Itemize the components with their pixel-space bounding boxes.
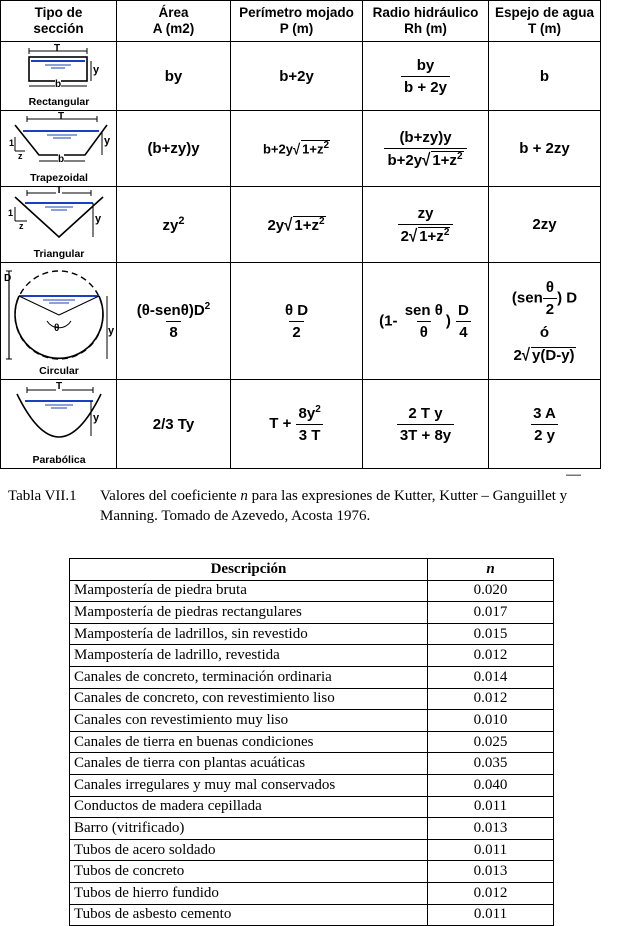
manning-n-value: 0.025 [428, 731, 554, 753]
hydraulic-elements-table [0, 0, 601, 469]
circ-tw-fraction [543, 279, 557, 318]
manning-n-value: 0.014 [428, 666, 554, 688]
circ-tw-b: ) D [557, 288, 578, 306]
table-row [70, 645, 554, 667]
material-description: Mampostería de ladrillos, sin revestido [70, 623, 428, 645]
triangular-area: $zy^2$ [117, 187, 231, 263]
circ-perimeter-den: 2 [289, 321, 303, 341]
header-area [117, 1, 231, 42]
parabolic-area: 2/3 Ty [117, 380, 231, 469]
material-description: Tubos de asbesto cemento [70, 904, 428, 926]
header-line: Rh (m) [404, 21, 447, 36]
circ-tw-num: θ [545, 278, 554, 296]
circ-radius-inner-den: θ [417, 321, 431, 341]
para-tw-den: 2 y [531, 424, 558, 444]
header-line: Espejo de agua [494, 5, 595, 20]
caption-text-a: Valores del coeficiente [100, 488, 241, 504]
trapezoidal-radius-fraction [384, 129, 466, 169]
para-y-label: y [93, 412, 100, 424]
table-row [70, 666, 554, 688]
parabolic-radius [363, 380, 489, 469]
manning-coefficient-table [69, 558, 554, 926]
circular-section-diagram [1, 263, 117, 379]
tri-radius-den-root-text: 1+z [419, 227, 444, 245]
trap-radius-num: (b+zy)y [399, 128, 452, 146]
rectangular-radius [363, 42, 489, 111]
manning-header-description: Descripción [70, 559, 428, 581]
material-description: Mampostería de piedra bruta [70, 580, 428, 602]
tri-y-label: y [95, 213, 102, 225]
para-perimeter-pre: T + [269, 414, 292, 432]
circ-radius-a: (1- [379, 311, 398, 329]
circ-area-den: 8 [166, 321, 180, 341]
material-description: Barro (vitrificado) [70, 818, 428, 840]
manning-n-value: 0.040 [428, 774, 554, 796]
circ-tw-a: (sen [511, 288, 543, 306]
table-row [70, 753, 554, 775]
tri-radius-num: zy [417, 204, 434, 222]
para-perimeter-den: 3 T [296, 424, 324, 444]
sqrt-sign: √ [422, 150, 431, 170]
manning-n-value: 0.017 [428, 602, 554, 624]
para-perimeter-fraction [296, 404, 324, 444]
geo-header-row [1, 1, 601, 42]
header-top-width [489, 1, 601, 42]
rectangular-figure-cell [1, 42, 117, 111]
parabolic-figure-cell [1, 380, 117, 469]
manning-header-row [70, 559, 554, 581]
rectangular-top-width: b [489, 42, 601, 111]
circ-tw-c-root: y(D-y) [532, 346, 575, 364]
trap-z-label: z [18, 151, 23, 161]
circular-area-fraction [134, 301, 213, 341]
geo-row-trapezoidal [1, 111, 601, 187]
trap-T-label: T [58, 111, 65, 122]
manning-n-value: 0.012 [428, 882, 554, 904]
trapezoidal-figure-cell [1, 111, 117, 187]
circ-radius-inner-fraction [402, 302, 446, 341]
para-radius-fraction [397, 405, 454, 444]
tri-one-label: 1 [8, 208, 14, 218]
trap-radius-den-pre: b+2y [387, 151, 423, 169]
rectangular-label: Rectangular [28, 96, 90, 108]
trap-radius-den [384, 148, 466, 169]
trapezoidal-label: Trapezoidal [30, 172, 88, 184]
geo-row-rectangular [1, 42, 601, 111]
rectangular-radius-num: by [416, 56, 435, 74]
table-row [70, 688, 554, 710]
para-perimeter-num-text: 8y [298, 405, 316, 422]
rectangular-perimeter: b+2y [231, 42, 363, 111]
para-T-label: T [56, 381, 63, 392]
trap-perimeter-root: $1+z^2$ [302, 140, 330, 157]
parabolic-label: Parabólica [32, 454, 86, 466]
caption-text [100, 486, 620, 526]
tri-radius-den-root: $1+z^2$ [419, 226, 450, 245]
material-description: Tubos de acero soldado [70, 839, 428, 861]
tri-z-label: z [19, 221, 24, 231]
geo-row-circular [1, 263, 601, 380]
triangular-figure-cell [1, 187, 117, 263]
table-row [70, 904, 554, 926]
material-description: Canales irregulares y muy mal conservados [70, 774, 428, 796]
header-line: Área [158, 5, 189, 20]
triangular-top-width: 2zy [489, 187, 601, 263]
circ-area-num-text: (θ-senθ)D [136, 302, 205, 319]
parabolic-top-width [489, 380, 601, 469]
rectangular-section-figure [1, 42, 117, 110]
circ-perimeter-num: θ D [284, 301, 309, 319]
table-row [70, 839, 554, 861]
material-description: Tubos de concreto [70, 861, 428, 883]
header-line: Perímetro mojado [239, 5, 354, 20]
tri-radius-den-pre: 2 [400, 227, 409, 245]
tri-perimeter-root: $1+z^2$ [294, 215, 325, 234]
tri-perimeter-root-text: 1+z [294, 216, 319, 234]
triangular-radius [363, 187, 489, 263]
circ-radius-d-fraction [455, 302, 472, 341]
tri-perimeter-pre: 2y [267, 216, 285, 234]
rect-T-label: T [54, 43, 61, 54]
para-tw-fraction [530, 405, 559, 444]
manning-n-value: 0.011 [428, 796, 554, 818]
header-line: Tipo de [34, 5, 83, 20]
circular-perimeter [231, 263, 363, 380]
trap-one-label: 1 [9, 138, 15, 148]
header-line: sección [33, 21, 84, 36]
trapezoidal-top-width: b + 2zy [489, 111, 601, 187]
geo-row-triangular [1, 187, 601, 263]
caption-n: n [240, 488, 248, 504]
triangular-perimeter [231, 187, 363, 263]
manning-n-value: 0.011 [428, 904, 554, 926]
para-radius-den: 3T + 8y [397, 424, 454, 444]
circular-radius [363, 263, 489, 380]
circ-top-width-line1 [489, 279, 600, 318]
circular-figure-cell [1, 263, 117, 380]
circ-tw-or: ó [539, 323, 550, 341]
material-description: Tubos de hierro fundido [70, 882, 428, 904]
circ-area-num: $(\theta-sen\theta)D^2$ [136, 301, 211, 319]
table-row [70, 602, 554, 624]
manning-n-value: 0.013 [428, 861, 554, 883]
trapezoidal-area: (b+zy)y [117, 111, 231, 187]
table-row [70, 796, 554, 818]
trap-radius-den-root: $1+z^2$ [432, 150, 463, 169]
scan-artifact: ▬▬▬ [566, 472, 581, 478]
table-row [70, 580, 554, 602]
material-description: Canales de concreto, con revestimiento liso [70, 688, 428, 710]
parabolic-section-figure [1, 380, 117, 468]
tri-radius-den [398, 224, 454, 245]
table-row [70, 710, 554, 732]
triangular-radius-fraction [398, 205, 454, 245]
circular-top-width [489, 263, 601, 380]
material-description: Mampostería de ladrillo, revestida [70, 645, 428, 667]
trapezoidal-perimeter [231, 111, 363, 187]
rect-y-label: y [93, 64, 100, 76]
circ-D-label: D [4, 273, 12, 284]
manning-n-value: 0.011 [428, 839, 554, 861]
manning-n-value: 0.012 [428, 645, 554, 667]
circ-radius-inner-num: sen θ [404, 301, 443, 319]
circ-y-label: y [108, 325, 115, 337]
circular-label: Circular [39, 365, 79, 377]
header-line: T (m) [528, 21, 561, 36]
rectangular-radius-den: b + 2y [401, 76, 450, 96]
circ-top-width-line3 [489, 347, 600, 364]
manning-n-value: 0.035 [428, 753, 554, 775]
triangular-label: Triangular [33, 248, 85, 260]
manning-n-value: 0.010 [428, 710, 554, 732]
trap-perimeter-root-text: 1+z [302, 141, 324, 157]
header-hydraulic-radius [363, 1, 489, 42]
rect-b-label: b [55, 79, 62, 90]
table-row [70, 731, 554, 753]
material-description: Canales de tierra con plantas acuáticas [70, 753, 428, 775]
table-row [70, 861, 554, 883]
circular-perimeter-fraction [282, 302, 311, 341]
manning-n-value: 0.013 [428, 818, 554, 840]
manning-n-value: 0.015 [428, 623, 554, 645]
manning-table-body [70, 580, 554, 926]
geo-row-parabolic [1, 380, 601, 469]
circ-tw-den: 2 [543, 298, 557, 318]
header-line: A (m2) [152, 21, 195, 36]
circular-section-figure [1, 263, 117, 379]
triangular-section-figure [1, 187, 117, 262]
trap-radius-den-root-text: 1+z [432, 151, 457, 169]
rectangular-area: by [117, 42, 231, 111]
circ-theta-label: θ [54, 323, 60, 334]
material-description: Mampostería de piedras rectangulares [70, 602, 428, 624]
sqrt-sign: √ [408, 226, 418, 246]
sqrt-sign: √ [284, 215, 293, 235]
header-line: P (m) [279, 21, 314, 36]
material-description: Canales de tierra en buenas condiciones [70, 731, 428, 753]
manning-n-value: 0.020 [428, 580, 554, 602]
table-row [70, 774, 554, 796]
trap-perimeter-pre: b+2y [262, 141, 293, 157]
hydraulic-elements-table-wrap [0, 0, 600, 470]
caption-text-b: para las expresiones de Kutter, Kutter – Ganguillet y Manning. Tomado de Azevedo, Acosta 1976. [100, 488, 568, 524]
trapezoidal-radius [363, 111, 489, 187]
manning-header-n: n [428, 559, 554, 581]
para-perimeter-num: $8y^2$ [298, 404, 321, 422]
sqrt-sign: √ [521, 345, 531, 365]
table-row [70, 882, 554, 904]
trap-y-label: y [104, 135, 111, 147]
manning-n-value: 0.012 [428, 688, 554, 710]
material-description: Canales de concreto, terminación ordinaria [70, 666, 428, 688]
sqrt-sign: √ [292, 140, 301, 158]
caption-label: Tabla VII.1 [8, 488, 77, 504]
material-description: Canales con revestimiento muy liso [70, 710, 428, 732]
circ-radius-b: ) [445, 311, 451, 329]
table-row [70, 623, 554, 645]
trapezoidal-section-figure [1, 111, 117, 186]
table-row [70, 818, 554, 840]
material-description: Conductos de madera cepillada [70, 796, 428, 818]
tri-area-text: zy [162, 217, 179, 234]
circ-radius-d-den: 4 [456, 321, 470, 341]
parabolic-perimeter [231, 380, 363, 469]
para-radius-num: 2 T y [408, 404, 443, 422]
header-line: Radio hidráulico [372, 5, 479, 20]
circular-area [117, 263, 231, 380]
tri-T-label: T [56, 185, 63, 196]
circ-tw-c-pre: 2 [513, 346, 522, 364]
rectangular-radius-fraction [401, 57, 450, 96]
circ-radius-d-num: D [457, 301, 469, 319]
header-wetted-perimeter [231, 1, 363, 42]
trap-b-label: b [58, 154, 65, 165]
para-tw-num: 3 A [533, 404, 556, 422]
header-section-type [1, 1, 117, 42]
